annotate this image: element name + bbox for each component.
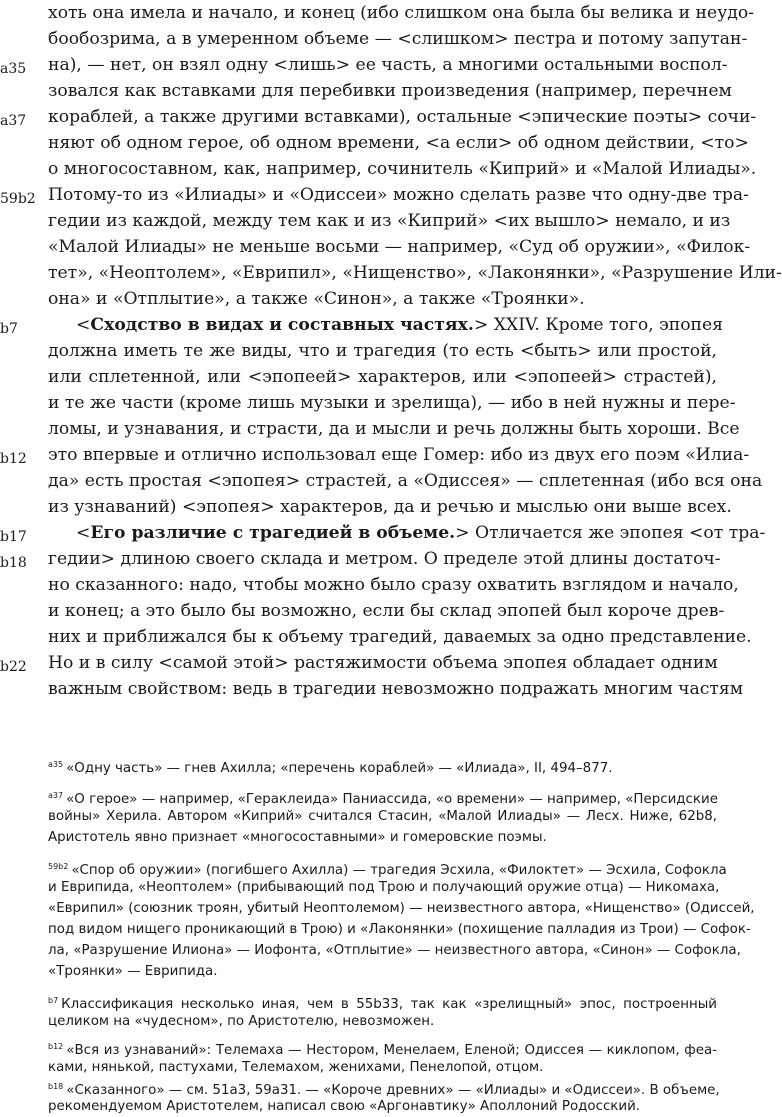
footnote-line: Аристотель явно признает «многосоставными» и гомеровские поэмы. bbox=[48, 830, 547, 845]
footnote-line: войны» Херила. Автором «Киприй» считался Стасин, «Малой Илиады» — Лесх. Ниже, 62b8, bbox=[48, 809, 717, 824]
text-line: няют об одном герое, об одном времени, <а если> об одном действии, <то> bbox=[48, 133, 749, 153]
margin-mark-a35: a35 bbox=[0, 61, 27, 77]
text-line: или сплетенной, или <эпопеей> характеров, или <эпопеей> страстей), bbox=[48, 367, 717, 387]
text-line: важным свойством: ведь в трагедии невозможно подражать многим частям bbox=[48, 679, 744, 699]
text-line: зовался как вставками для перебивки произведения (например, перечнем bbox=[48, 81, 732, 101]
footnote-ref: 59b2 bbox=[48, 862, 69, 871]
margin-mark-b18: b18 bbox=[0, 555, 27, 571]
text-line: бообозрима, а в умеренном объеме — <слишком> пестра и потому запутан- bbox=[48, 29, 748, 49]
footnote-line bbox=[48, 1036, 717, 1057]
footnote-text: «Одну часть» — гнев Ахилла; «перечень кораблей» — «Илиада», II, 494–877. bbox=[66, 761, 613, 776]
footnote-line: «Троянки» — Еврипида. bbox=[48, 964, 218, 979]
footnote-line bbox=[48, 785, 717, 806]
footnote-line: под видом нищего проникающий в Трою) и «Лаконянки» (похищение палладия из Трои) — Софок- bbox=[48, 922, 751, 937]
footnote-line: и Еврипида, «Неоптолем» (прибывающий под Трою и получающий оружие отца) — Никомаха, bbox=[48, 880, 720, 895]
footnote-line bbox=[48, 990, 717, 1011]
text-line: «Малой Илиады» не меньше восьми — например, «Суд об оружии», «Филок- bbox=[48, 237, 751, 257]
footnote-line: «Еврипил» (союзник троян, убитый Неоптолемом) — неизвестного автора, «Нищенство» (Одиссей, bbox=[48, 901, 755, 916]
section-heading-length: Его различие с трагедией в объеме. bbox=[90, 523, 456, 543]
text-line: кораблей, а также другими вставками), остальные <эпические поэты> сочи- bbox=[48, 107, 757, 127]
footnote-text: «Спор об оружии» (погибшего Ахилла) — трагедия Эсхила, «Филоктет» — Эсхила, Софокла bbox=[71, 863, 727, 878]
text-line: но сказанного: надо, чтобы можно было сразу охватить взглядом и начало, bbox=[48, 575, 739, 595]
text-line: да» есть простая <эпопея> страстей, а «Одиссея» — сплетенная (ибо вся она bbox=[48, 471, 763, 491]
section-heading-likeness: Сходство в видах и составных частях. bbox=[90, 315, 474, 335]
text-line-section-heading: <Сходство в видах и составных частях.> XXIV. Кроме того, эпопея bbox=[76, 315, 724, 335]
margin-mark-b17: b17 bbox=[0, 529, 27, 545]
text-line: должна иметь те же виды, что и трагедия (то есть <быть> или простой, bbox=[48, 341, 717, 361]
text-line: она» и «Отплытие», а также «Синон», а также «Троянки». bbox=[48, 289, 585, 309]
footnote-line: целиком на «чудесном», по Аристотелю, невозможен. bbox=[48, 1014, 435, 1029]
footnote-ref: b18 bbox=[48, 1082, 64, 1091]
margin-mark-a37: a37 bbox=[0, 113, 27, 129]
margin-mark-59b2: 59b2 bbox=[0, 191, 36, 207]
text-line: из узнаваний) <эпопея> характеров, да и речью и мыслью они выше всех. bbox=[48, 497, 732, 517]
footnote-line bbox=[48, 1076, 720, 1098]
footnote-line bbox=[48, 856, 727, 878]
text-line: на), — нет, он взял одну <лишь> ее часть, а многими остальными воспол- bbox=[48, 55, 728, 75]
text-line: ломы, и узнавания, и страсти, да и мысли и речь должны быть хороши. Все bbox=[48, 419, 740, 439]
footnote-line bbox=[48, 754, 717, 775]
footnote-line: ла, «Разрушение Илиона» — Иофонта, «Отплытие» — неизвестного автора, «Синон» — Софокла, bbox=[48, 943, 741, 958]
text-line: и те же части (кроме лишь музыки и зрелища), — ибо в ней нужны и пере- bbox=[48, 393, 736, 413]
text-line: тет», «Неоптолем», «Еврипил», «Нищенство», «Лаконянки», «Разрушение Или- bbox=[48, 263, 782, 283]
text-line: и конец; а это было бы возможно, если бы склад эпопей был короче древ- bbox=[48, 601, 725, 621]
text-line: о многосоставном, как, например, сочинитель «Киприй» и «Малой Илиады». bbox=[48, 159, 757, 179]
margin-mark-b22: b22 bbox=[0, 659, 27, 675]
footnote-ref: b12 bbox=[48, 1042, 64, 1051]
text-line-section-heading: <Его различие с трагедией в объеме.> Отличается же эпопея <от тра- bbox=[76, 523, 766, 543]
text-line: Потому-то из «Илиады» и «Одиссеи» можно сделать разве что одну-две тра- bbox=[48, 185, 749, 205]
footnote-text: «Сказанного» — см. 51а3, 59а31. — «Короче древних» — «Илиады» и «Одиссеи». В объеме, bbox=[66, 1083, 720, 1098]
text-line: Но и в силу <самой этой> растяжимости объема эпопея обладает одним bbox=[48, 653, 718, 673]
footnote-ref: b7 bbox=[48, 996, 59, 1005]
text-line: хоть она имела и начало, и конец (ибо слишком она была бы велика и неудо- bbox=[48, 3, 755, 23]
margin-mark-b7: b7 bbox=[0, 321, 18, 337]
footnote-line: ками, нянькой, пастухами, Телемахом, женихами, Пенелопой, отцом. bbox=[48, 1060, 544, 1075]
footnote-ref: a37 bbox=[48, 791, 64, 800]
footnote-ref: a35 bbox=[48, 760, 64, 769]
footnote-text: «О герое» — например, «Гераклеида» Паниассида, «о времени» — например, «Персидские bbox=[66, 792, 718, 807]
footnote-text: «Вся из узнаваний»: Телемаха — Нестором, Менелаем, Еленой; Одиссея — киклопом, феа- bbox=[66, 1043, 717, 1058]
text-line-rest: XXIV. Кроме того, эпопея bbox=[488, 315, 724, 335]
margin-mark-b12: b12 bbox=[0, 451, 27, 467]
footnote-text: Классификация несколько иная, чем в 55b33, так как «зрелищный» эпос, построенный bbox=[61, 997, 717, 1012]
text-line: гедии из каждой, между тем как и из «Киприй» <их вышло> немало, и из bbox=[48, 211, 731, 231]
text-line: гедии> длиною своего склада и метром. О пределе этой длины достаточ- bbox=[48, 549, 721, 569]
text-line: них и приближался бы к объему трагедий, даваемых за одно представление. bbox=[48, 627, 752, 647]
text-line-rest: Отличается же эпопея <от тра- bbox=[469, 523, 766, 543]
footnote-line: рекомендуемом Аристотелем, написал свою «Аргонавтику» Аполлоний Родосский. bbox=[48, 1099, 641, 1114]
text-line: это впервые и отлично использовал еще Гомер: ибо из двух его поэм «Илиа- bbox=[48, 445, 750, 465]
